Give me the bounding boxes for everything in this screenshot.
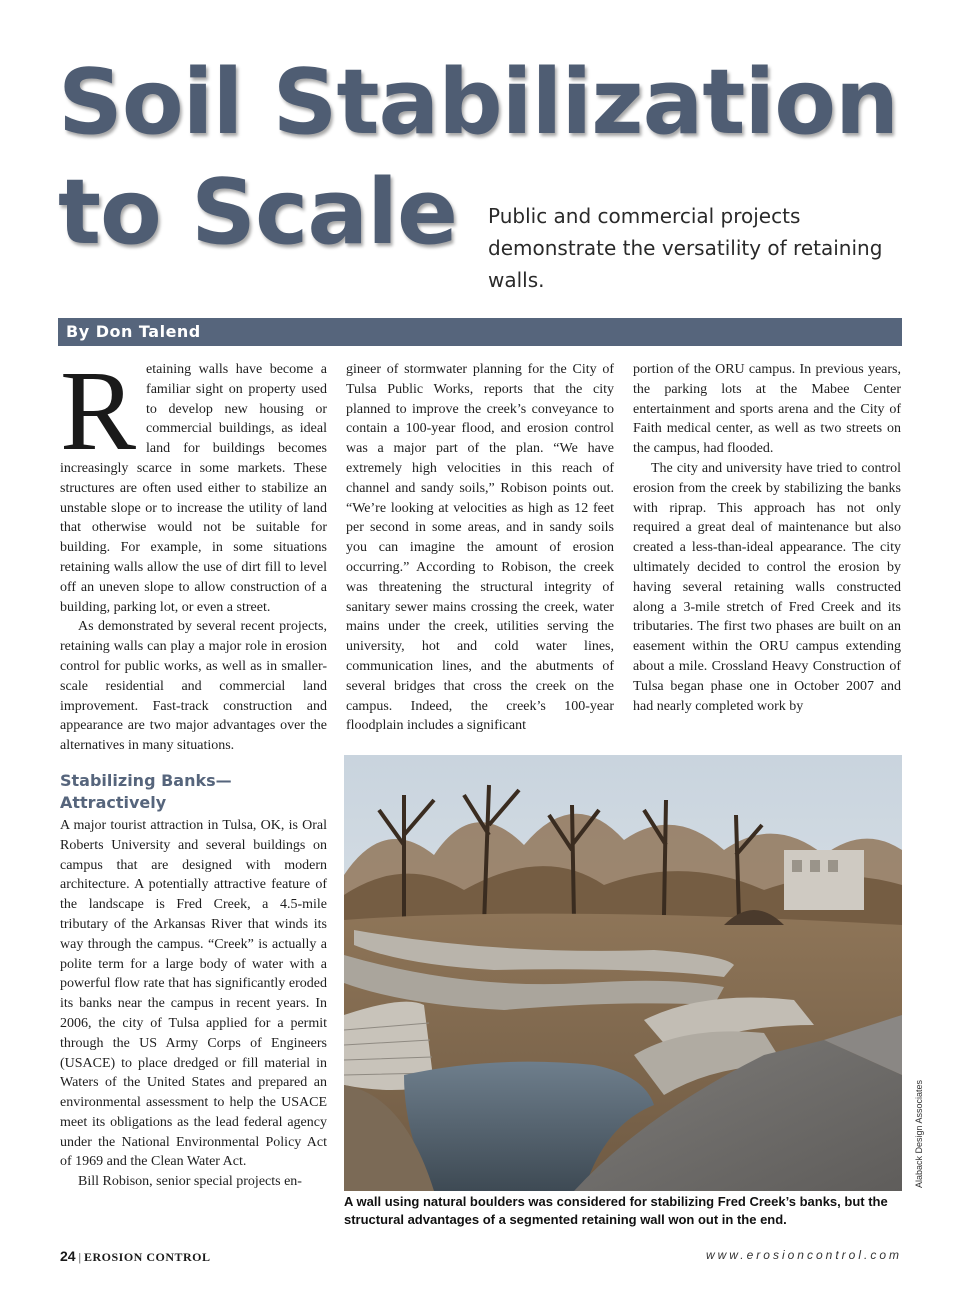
byline-text: By Don Talend <box>66 322 201 341</box>
paragraph: etaining walls have become a familiar sight on property used to develop new housing or commercial buildings, as ideal land for buildings becomes increasingly scarce in some markets. These structures are often used either to stabilize an unstable slope or to increase the utility of land that otherwise would not be suitable for building. For example, in some situations retaining walls allow the use of dirt fill to level off an uneven slope to allow construction of a building, parking lot, or even a street. <box>60 362 327 615</box>
footer-separator: | <box>78 1250 81 1264</box>
paragraph: portion of the ORU campus. In previous years, the parking lots at the Mabee Center entertainment and sports arena and the City of Faith medical center, as well as two streets on the campus, had flooded. <box>633 362 901 457</box>
page-footer-left <box>60 1248 211 1265</box>
section-heading: Stabilizing Banks—Attractively <box>60 770 232 812</box>
magazine-url: www.erosioncontrol.com <box>705 1248 902 1262</box>
subtitle: Public and commercial projects demonstrate the versatility of retaining walls. <box>488 204 883 292</box>
paragraph: Bill Robison, senior special projects en- <box>78 1174 302 1190</box>
paragraph: gineer of stormwater planning for the City of Tulsa Public Works, reports that the city planned to improve the creek’s conveyance to contain a 100-year flood, and erosion control was a major part of the plan. “We have extremely high velocities in this reach of channel and sandy soils,” Robison points out. “We’re looking at velocities as high as 12 feet per second in some areas, and in sandy soils you can imagine the amount of erosion occurring.” According to Robison, the creek was threatening the structural integrity of sanitary sewer mains crossing the creek, water mains under the creek, utilities serving the university, hot and cold water lines, communication lines, and the abutments of several bridges that cross the creek on the campus. Indeed, the creek’s 100-year floodplain includes a significant <box>346 362 614 734</box>
article-column-2 <box>346 360 614 736</box>
byline-bar <box>58 318 902 346</box>
photo-caption: A wall using natural boulders was considered for stabilizing Fred Creek’s banks, but the structural advantages of a segmented retaining wall won out in the end. <box>344 1194 888 1227</box>
paragraph: As demonstrated by several recent projects, retaining walls can play a major role in erosion control for public works, as well as in smaller-scale residential and commercial land improvement. Fast-track construction and appearance are two major advantages over the alternatives in many situations. <box>60 619 327 754</box>
article-column-1 <box>60 347 327 1192</box>
creek-retaining-wall-photo <box>344 755 902 1191</box>
paragraph: A major tourist attraction in Tulsa, OK, is Oral Roberts University and several buildings on campus that are designed with modern architecture. A potentially attractive feature of the landscape is Fred Creek, a 4.5-mile tributary of the Arkansas River that winds its way through the campus. “Creek” is actually a polite term for a large body of water with a powerful flow rate that has significantly eroded its banks near the campus in recent years. In 2006, the city of Tulsa applied for a permit through the US Army Corps of Engineers (USACE) to place dredged or fill material in Waters of the United States and prepared an environmental assessment to help the USACE meet its obligations as the lead federal agency under the National Environmental Policy Act of 1969 and the Clean Water Act. <box>60 817 327 1170</box>
page-title-line-2: to Scale <box>58 160 457 265</box>
magazine-name: EROSION CONTROL <box>83 1250 211 1264</box>
drop-cap: R <box>60 347 137 474</box>
page-number: 24 <box>60 1248 76 1264</box>
page-title-line-1: Soil Stabilization <box>58 50 899 155</box>
article-column-3 <box>633 360 901 716</box>
photo-credit: Alaback Design Associates <box>914 1079 924 1188</box>
paragraph: The city and university have tried to control erosion from the creek by stabilizing the banks with riprap. This approach has not only required a great deal of maintenance but also created a less-than-ideal appearance. The city ultimately decided to control the erosion by having several retaining walls constructed along a 3-mile stretch of Fred Creek and its tributaries. The first two phases are built on an easement within the ORU campus extending about a mile. Crossland Heavy Construction of Tulsa began phase one in October 2007 and had nearly completed work by <box>633 460 901 714</box>
